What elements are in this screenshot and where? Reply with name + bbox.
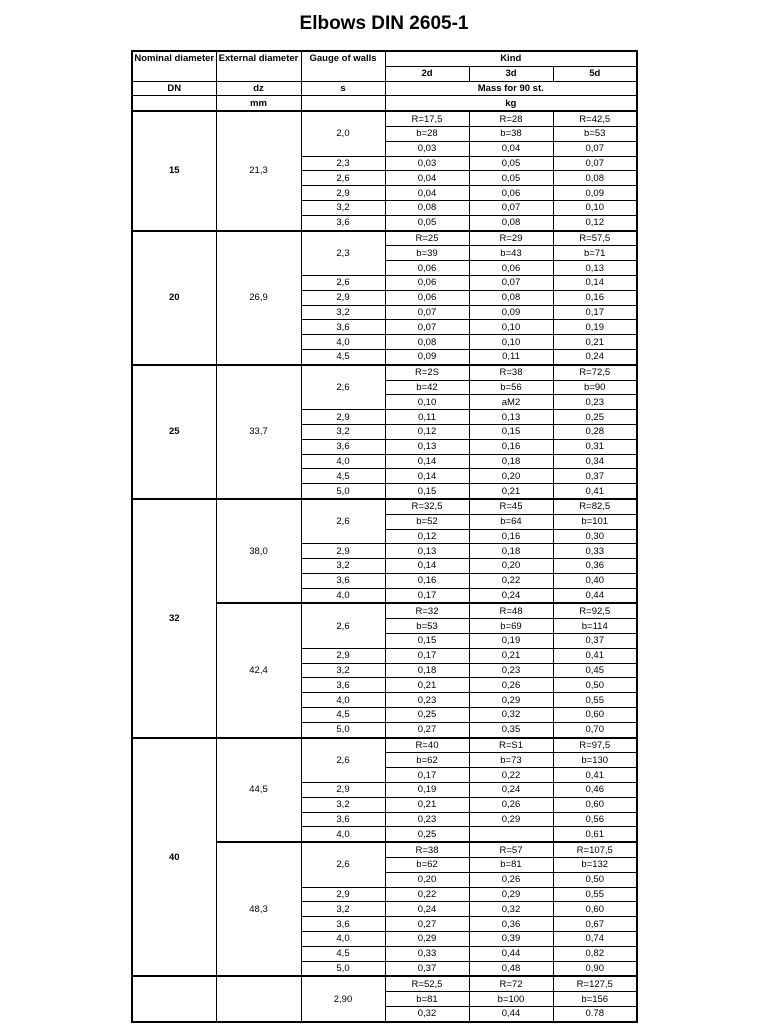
mass-cell-2d: 0,37 (385, 961, 469, 976)
dz-cell: 33,7 (216, 365, 301, 499)
mass-cell-5d: b=156 (553, 992, 637, 1007)
mass-cell-3d: 0,10 (469, 335, 553, 350)
mass-cell-5d: b=114 (553, 619, 637, 634)
mass-cell-5d: 0,50 (553, 872, 637, 887)
mass-cell-3d: 0,24 (469, 588, 553, 603)
gauge-cell: 3,2 (301, 200, 385, 215)
mass-cell-3d: 0,10 (469, 320, 553, 335)
mass-cell-3d: 0,21 (469, 648, 553, 663)
mass-cell-3d: b=81 (469, 858, 553, 873)
mass-cell-5d: 0,60 (553, 902, 637, 917)
gauge-cell: 2,9 (301, 544, 385, 559)
mass-cell-3d: 0,29 (469, 812, 553, 827)
header-mm: mm (216, 96, 301, 111)
mass-cell-2d: 0,03 (385, 156, 469, 171)
header-kind-2d: 2d (385, 66, 469, 81)
gauge-cell: 2,9 (301, 648, 385, 663)
gauge-cell: 2,6 (301, 171, 385, 186)
mass-cell-5d: 0,08 (553, 171, 637, 186)
mass-cell-3d: b=38 (469, 126, 553, 141)
dz-cell: 42,4 (216, 603, 301, 737)
mass-cell-2d: R=52,5 (385, 976, 469, 991)
mass-cell-5d: 0,44 (553, 588, 637, 603)
mass-cell-2d: 0,24 (385, 902, 469, 917)
mass-cell-3d: b=100 (469, 992, 553, 1007)
mass-cell-2d: R=32 (385, 603, 469, 618)
mass-cell-5d: 0,50 (553, 678, 637, 693)
mass-cell-3d: b=56 (469, 380, 553, 395)
mass-cell-3d: 0,06 (469, 261, 553, 276)
dz-cell: 38,0 (216, 499, 301, 604)
header-nominal-diameter: Nominal diameter (132, 51, 216, 81)
mass-cell-3d: R=28 (469, 111, 553, 126)
gauge-cell: 2,3 (301, 156, 385, 171)
gauge-cell: 4,5 (301, 946, 385, 961)
mass-cell-3d: 0,16 (469, 439, 553, 454)
mass-cell-2d: b=53 (385, 619, 469, 634)
mass-cell-3d: 0,35 (469, 722, 553, 737)
mass-cell-2d: 0,04 (385, 171, 469, 186)
mass-cell-2d: 0,20 (385, 872, 469, 887)
mass-cell-5d: 0,40 (553, 573, 637, 588)
mass-cell-3d: R=48 (469, 603, 553, 618)
mass-cell-2d: 0,17 (385, 588, 469, 603)
mass-cell-2d: R=40 (385, 738, 469, 753)
mass-cell-2d: 0,05 (385, 215, 469, 230)
mass-cell-5d: R=97,5 (553, 738, 637, 753)
mass-cell-3d: R=57 (469, 842, 553, 857)
mass-cell-3d: b=69 (469, 619, 553, 634)
mass-cell-2d: R=17,5 (385, 111, 469, 126)
mass-cell-5d: 0,07 (553, 156, 637, 171)
mass-cell-3d: 0,22 (469, 768, 553, 783)
dn-cell: 15 (132, 111, 216, 230)
header-blank (132, 96, 216, 111)
mass-cell-3d: R=29 (469, 231, 553, 246)
mass-cell-3d: b=64 (469, 514, 553, 529)
gauge-cell: 4,0 (301, 827, 385, 842)
gauge-cell: 2,6 (301, 738, 385, 783)
mass-cell-5d: b=71 (553, 246, 637, 261)
mass-cell-5d: 0,41 (553, 484, 637, 499)
gauge-cell: 3,2 (301, 663, 385, 678)
dn-cell: 32 (132, 499, 216, 738)
mass-cell-5d: 0,56 (553, 812, 637, 827)
mass-cell-3d: 0,16 (469, 529, 553, 544)
mass-cell-2d: b=81 (385, 992, 469, 1007)
gauge-cell: 2,9 (301, 887, 385, 902)
gauge-cell: 4,5 (301, 469, 385, 484)
header-kind-5d: 5d (553, 66, 637, 81)
mass-cell-5d: 0,55 (553, 887, 637, 902)
mass-cell-2d: 0,21 (385, 797, 469, 812)
mass-cell-5d: R=92,5 (553, 603, 637, 618)
mass-cell-5d: 0,60 (553, 708, 637, 723)
mass-cell-5d: 0,09 (553, 186, 637, 201)
mass-cell-2d: b=28 (385, 126, 469, 141)
mass-cell-5d: R=57,5 (553, 231, 637, 246)
gauge-cell: 4,0 (301, 693, 385, 708)
mass-cell-3d: 0,15 (469, 424, 553, 439)
gauge-cell: 4,5 (301, 708, 385, 723)
mass-cell-2d: 0,17 (385, 768, 469, 783)
mass-cell-2d: 0,18 (385, 663, 469, 678)
mass-cell-5d: 0,67 (553, 917, 637, 932)
mass-cell-5d: 0,36 (553, 559, 637, 574)
mass-cell-3d: b=43 (469, 246, 553, 261)
mass-cell-5d: 0,28 (553, 424, 637, 439)
mass-cell-5d: 0.78 (553, 1007, 637, 1022)
mass-cell-5d: 0,60 (553, 797, 637, 812)
mass-cell-3d: 0,13 (469, 410, 553, 425)
header-blank (301, 96, 385, 111)
mass-cell-3d: 0,29 (469, 693, 553, 708)
mass-cell-2d: b=62 (385, 858, 469, 873)
table-row (132, 976, 637, 991)
mass-cell-3d: 0,20 (469, 559, 553, 574)
gauge-cell: 4,0 (301, 588, 385, 603)
gauge-cell: 2,6 (301, 365, 385, 410)
mass-cell-2d: 0,19 (385, 783, 469, 798)
mass-cell-3d: 0,22 (469, 573, 553, 588)
mass-cell-2d: 0,04 (385, 186, 469, 201)
mass-cell-3d: 0,21 (469, 484, 553, 499)
mass-cell-3d: 0,19 (469, 634, 553, 649)
mass-cell-3d: 0,06 (469, 186, 553, 201)
mass-cell-2d: 0,15 (385, 634, 469, 649)
mass-cell-5d: 0,13 (553, 261, 637, 276)
mass-cell-5d: R=72,5 (553, 365, 637, 380)
mass-cell-2d: 0,27 (385, 917, 469, 932)
mass-cell-5d: 0,37 (553, 634, 637, 649)
mass-cell-3d: 0,26 (469, 872, 553, 887)
gauge-cell: 2,0 (301, 111, 385, 156)
mass-cell-2d: 0,17 (385, 648, 469, 663)
mass-cell-5d: 0,45 (553, 663, 637, 678)
mass-cell-2d: 0,06 (385, 290, 469, 305)
mass-cell-2d: 0,03 (385, 141, 469, 156)
mass-cell-3d: 0,18 (469, 454, 553, 469)
gauge-cell: 3,2 (301, 797, 385, 812)
gauge-cell: 5,0 (301, 722, 385, 737)
mass-cell-2d: 0,13 (385, 439, 469, 454)
mass-cell-5d: 0,41 (553, 648, 637, 663)
gauge-cell: 3,6 (301, 573, 385, 588)
mass-cell-3d: 0,23 (469, 663, 553, 678)
mass-cell-2d: 0,13 (385, 544, 469, 559)
mass-cell-3d: 0,26 (469, 797, 553, 812)
gauge-cell: 4,0 (301, 335, 385, 350)
mass-cell-2d: 0,12 (385, 424, 469, 439)
mass-cell-2d: b=52 (385, 514, 469, 529)
mass-cell-2d: 0,27 (385, 722, 469, 737)
mass-cell-3d: 0,18 (469, 544, 553, 559)
mass-cell-5d: b=53 (553, 126, 637, 141)
mass-cell-3d: 0,39 (469, 932, 553, 947)
mass-cell-2d: 0,23 (385, 693, 469, 708)
mass-cell-2d: 0,08 (385, 200, 469, 215)
mass-cell-2d: 0,16 (385, 573, 469, 588)
mass-cell-3d: 0,36 (469, 917, 553, 932)
table-row (132, 111, 637, 126)
mass-cell-3d (469, 827, 553, 842)
dz-cell: 26,9 (216, 231, 301, 365)
mass-cell-5d: b=101 (553, 514, 637, 529)
header-kind-3d: 3d (469, 66, 553, 81)
gauge-cell: 4,5 (301, 349, 385, 364)
mass-cell-3d: 0,44 (469, 946, 553, 961)
mass-cell-2d: b=42 (385, 380, 469, 395)
header-external-diameter: External diameter (216, 51, 301, 81)
gauge-cell: 3,6 (301, 917, 385, 932)
mass-cell-5d: 0,25 (553, 410, 637, 425)
mass-cell-2d: R=38 (385, 842, 469, 857)
mass-cell-3d: b=73 (469, 753, 553, 768)
dz-cell: 44,5 (216, 738, 301, 843)
dn-cell (132, 976, 216, 1021)
mass-cell-3d: 0,11 (469, 349, 553, 364)
mass-cell-5d: R=42,5 (553, 111, 637, 126)
gauge-cell: 2,9 (301, 186, 385, 201)
table-row (132, 738, 637, 753)
gauge-cell: 3,2 (301, 902, 385, 917)
gauge-cell: 3,6 (301, 678, 385, 693)
gauge-cell: 3,6 (301, 812, 385, 827)
mass-cell-5d: R=127,5 (553, 976, 637, 991)
gauge-cell: 5,0 (301, 961, 385, 976)
mass-cell-3d: 0,04 (469, 141, 553, 156)
mass-cell-2d: 0,32 (385, 1007, 469, 1022)
mass-cell-5d: 0,24 (553, 349, 637, 364)
mass-cell-2d: 0,10 (385, 395, 469, 410)
header-mass: Mass for 90 st. (385, 81, 637, 96)
mass-cell-5d: 0,17 (553, 305, 637, 320)
mass-cell-2d: 0,12 (385, 529, 469, 544)
mass-cell-3d: 0,29 (469, 887, 553, 902)
gauge-cell: 2,90 (301, 976, 385, 1021)
mass-cell-5d: b=90 (553, 380, 637, 395)
mass-cell-5d: 0,12 (553, 215, 637, 230)
mass-cell-3d: 0,24 (469, 783, 553, 798)
gauge-cell: 2,6 (301, 499, 385, 544)
mass-cell-5d: 0,82 (553, 946, 637, 961)
table-row (132, 365, 637, 380)
gauge-cell: 3,2 (301, 424, 385, 439)
mass-cell-3d: 0,26 (469, 678, 553, 693)
dz-cell (216, 976, 301, 1021)
gauge-cell: 2,6 (301, 842, 385, 887)
gauge-cell: 3,2 (301, 305, 385, 320)
mass-cell-3d: 0,08 (469, 215, 553, 230)
mass-cell-3d: 0,32 (469, 902, 553, 917)
mass-cell-2d: b=39 (385, 246, 469, 261)
mass-cell-2d: 0,09 (385, 349, 469, 364)
mass-cell-3d: 0,48 (469, 961, 553, 976)
mass-cell-5d: 0,37 (553, 469, 637, 484)
mass-cell-2d: R=25 (385, 231, 469, 246)
gauge-cell: 2,9 (301, 410, 385, 425)
mass-cell-5d: R=107,5 (553, 842, 637, 857)
mass-cell-2d: 0,23 (385, 812, 469, 827)
mass-cell-2d: 0,25 (385, 708, 469, 723)
gauge-cell: 2,3 (301, 231, 385, 276)
header-s: s (301, 81, 385, 96)
gauge-cell: 2,6 (301, 275, 385, 290)
mass-cell-2d: b=62 (385, 753, 469, 768)
mass-cell-2d: 0,15 (385, 484, 469, 499)
mass-cell-2d: 0,14 (385, 559, 469, 574)
mass-cell-5d: 0,41 (553, 768, 637, 783)
header-kind: Kind (385, 51, 637, 66)
header-dn: DN (132, 81, 216, 96)
mass-cell-3d: 0,07 (469, 200, 553, 215)
mass-cell-5d: 0,23 (553, 395, 637, 410)
table-row (132, 231, 637, 246)
mass-cell-3d: R=38 (469, 365, 553, 380)
mass-cell-3d: 0,32 (469, 708, 553, 723)
mass-cell-3d: R=45 (469, 499, 553, 514)
mass-cell-5d: 0,14 (553, 275, 637, 290)
mass-cell-2d: 0,14 (385, 454, 469, 469)
mass-cell-5d: 0,16 (553, 290, 637, 305)
gauge-cell: 3,2 (301, 559, 385, 574)
mass-cell-5d: 0,34 (553, 454, 637, 469)
mass-cell-3d: 0,09 (469, 305, 553, 320)
table-header (132, 51, 637, 111)
mass-cell-3d: aM2 (469, 395, 553, 410)
mass-cell-3d: 0,05 (469, 156, 553, 171)
gauge-cell: 2,6 (301, 603, 385, 648)
mass-cell-3d: R=72 (469, 976, 553, 991)
gauge-cell: 2,9 (301, 290, 385, 305)
mass-cell-5d: 0,19 (553, 320, 637, 335)
mass-cell-5d: b=130 (553, 753, 637, 768)
gauge-cell: 5,0 (301, 484, 385, 499)
dn-cell: 40 (132, 738, 216, 977)
mass-cell-5d: 0,31 (553, 439, 637, 454)
elbows-table (131, 50, 638, 1023)
mass-cell-2d: 0,22 (385, 887, 469, 902)
mass-cell-5d: 0,30 (553, 529, 637, 544)
mass-cell-5d: 0,74 (553, 932, 637, 947)
table-body (132, 111, 637, 1022)
gauge-cell: 3,6 (301, 439, 385, 454)
dn-cell: 20 (132, 231, 216, 365)
table-row (132, 499, 637, 514)
header-dz: dz (216, 81, 301, 96)
header-kg: kg (385, 96, 637, 111)
mass-cell-5d: b=132 (553, 858, 637, 873)
mass-cell-5d: 0,07 (553, 141, 637, 156)
mass-cell-3d: 0,05 (469, 171, 553, 186)
mass-cell-2d: 0,07 (385, 320, 469, 335)
mass-cell-2d: 0,07 (385, 305, 469, 320)
dz-cell: 21,3 (216, 111, 301, 230)
mass-cell-2d: R=32,5 (385, 499, 469, 514)
header-gauge-of-walls: Gauge of walls (301, 51, 385, 81)
mass-cell-5d: 0,33 (553, 544, 637, 559)
mass-cell-2d: 0,11 (385, 410, 469, 425)
dz-cell: 48,3 (216, 842, 301, 976)
mass-cell-5d: 0,61 (553, 827, 637, 842)
mass-cell-5d: 0,46 (553, 783, 637, 798)
page-title: Elbows DIN 2605-1 (299, 13, 469, 34)
mass-cell-2d: R=2S (385, 365, 469, 380)
gauge-cell: 4,0 (301, 454, 385, 469)
mass-cell-2d: 0,06 (385, 275, 469, 290)
mass-cell-5d: 0,21 (553, 335, 637, 350)
mass-cell-5d: 0,10 (553, 200, 637, 215)
mass-cell-2d: 0,06 (385, 261, 469, 276)
mass-cell-3d: 0,07 (469, 275, 553, 290)
mass-cell-3d: R=S1 (469, 738, 553, 753)
dn-cell: 25 (132, 365, 216, 499)
mass-cell-3d: 0,44 (469, 1007, 553, 1022)
gauge-cell: 2,9 (301, 783, 385, 798)
mass-cell-2d: 0,29 (385, 932, 469, 947)
mass-cell-3d: 0,08 (469, 290, 553, 305)
mass-cell-5d: 0,90 (553, 961, 637, 976)
mass-cell-2d: 0,08 (385, 335, 469, 350)
mass-cell-5d: 0,70 (553, 722, 637, 737)
gauge-cell: 3,6 (301, 320, 385, 335)
mass-cell-2d: 0,21 (385, 678, 469, 693)
mass-cell-3d: 0,20 (469, 469, 553, 484)
gauge-cell: 3,6 (301, 215, 385, 230)
mass-cell-5d: 0,55 (553, 693, 637, 708)
mass-cell-5d: R=82,5 (553, 499, 637, 514)
gauge-cell: 4,0 (301, 932, 385, 947)
mass-cell-2d: 0,25 (385, 827, 469, 842)
mass-cell-2d: 0,33 (385, 946, 469, 961)
mass-cell-2d: 0,14 (385, 469, 469, 484)
